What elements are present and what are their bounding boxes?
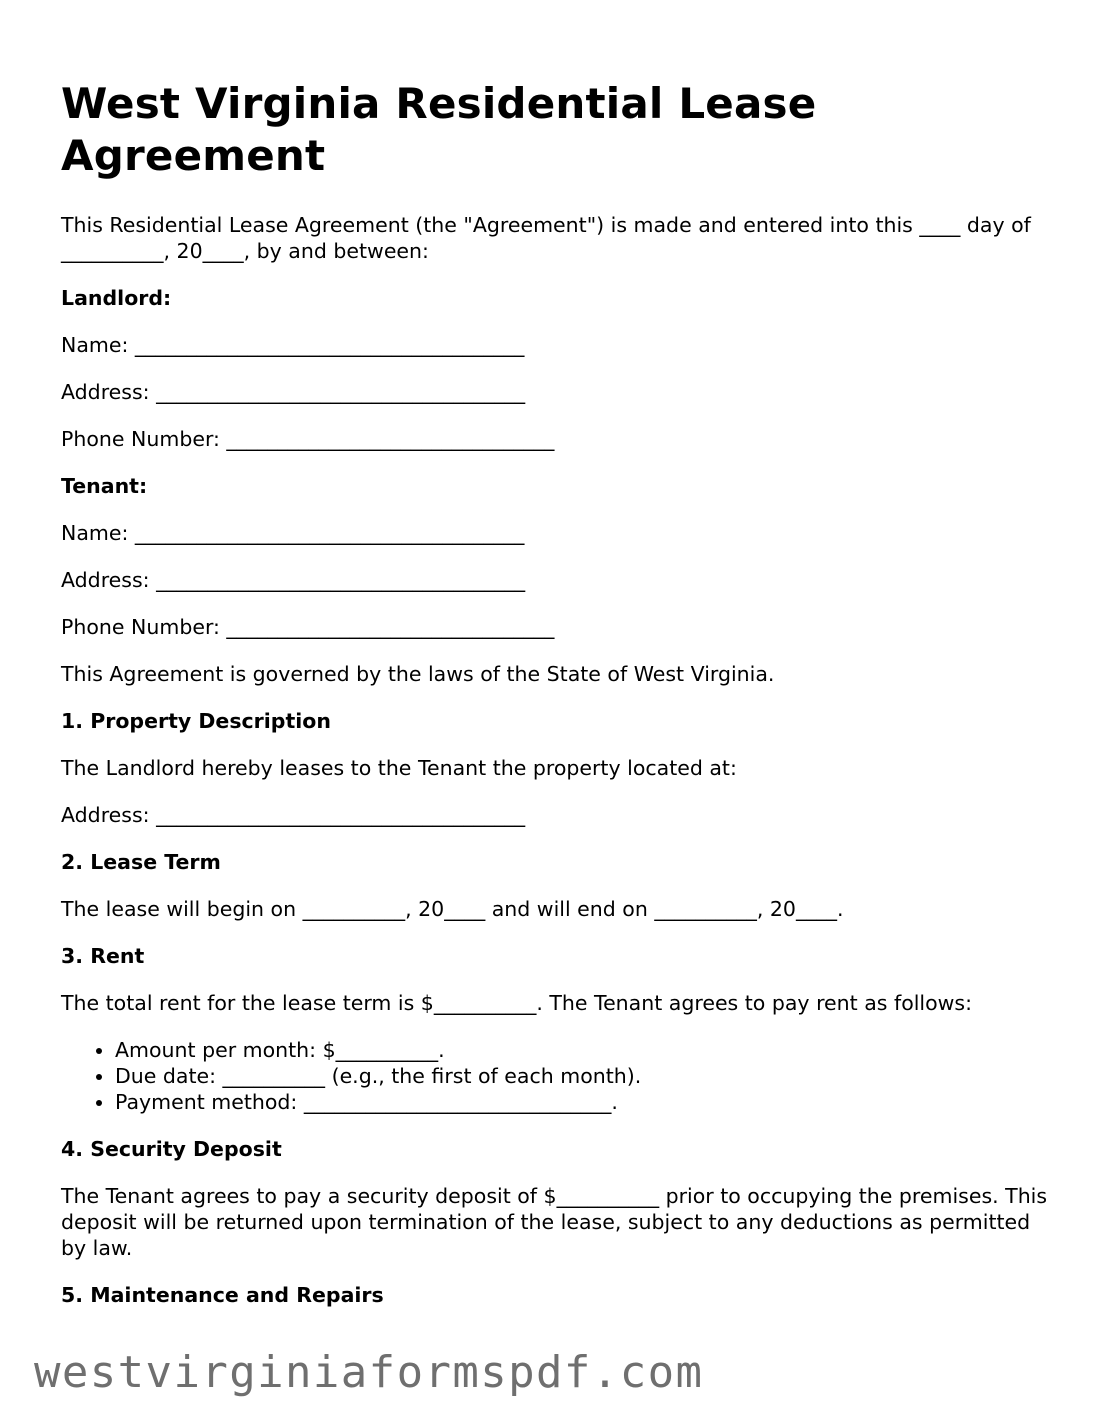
section-rent-heading: 3. Rent [61,944,145,968]
list-item: • Payment method: ______________________________. [115,1089,1051,1115]
rent-terms-list [61,1037,1051,1115]
tenant-address-field: Address: ____________________________________ [61,568,526,592]
section-deposit-text: The Tenant agrees to pay a security deposit of $__________ prior to occupying the premises. This deposit will be returned upon termination of the lease, subject to any deductions as permitted by law. [61,1184,1048,1260]
intro-paragraph: This Residential Lease Agreement (the "Agreement") is made and entered into this ____ day of __________, 20____, by and between: [61,213,1031,263]
section-property-heading: 1. Property Description [61,709,331,733]
section-rent-text: The total rent for the lease term is $__________. The Tenant agrees to pay rent as follows: [61,991,973,1015]
lease-document [61,78,1051,1329]
tenant-label: Tenant: [61,474,148,498]
tenant-phone-field: Phone Number: ________________________________ [61,615,555,639]
list-item: • Due date: __________ (e.g., the first of each month). [115,1063,1051,1089]
site-watermark: westvirginiaformspdf.com [34,1347,704,1398]
property-address-field: Address: ____________________________________ [61,803,526,827]
section-lease-term-heading: 2. Lease Term [61,850,221,874]
governing-law-text: This Agreement is governed by the laws of the State of West Virginia. [61,662,775,686]
section-deposit-heading: 4. Security Deposit [61,1137,282,1161]
landlord-name-field: Name: ______________________________________ [61,333,525,357]
tenant-name-field: Name: ______________________________________ [61,521,525,545]
section-property-text: The Landlord hereby leases to the Tenant the property located at: [61,756,737,780]
landlord-address-field: Address: ____________________________________ [61,380,526,404]
document-title: West Virginia Residential Lease Agreement [61,79,817,180]
landlord-label: Landlord: [61,286,172,310]
list-item: • Amount per month: $__________. [115,1037,1051,1063]
landlord-phone-field: Phone Number: ________________________________ [61,427,555,451]
section-maintenance-heading: 5. Maintenance and Repairs [61,1283,384,1307]
section-lease-term-text: The lease will begin on __________, 20____ and will end on __________, 20____. [61,897,844,921]
